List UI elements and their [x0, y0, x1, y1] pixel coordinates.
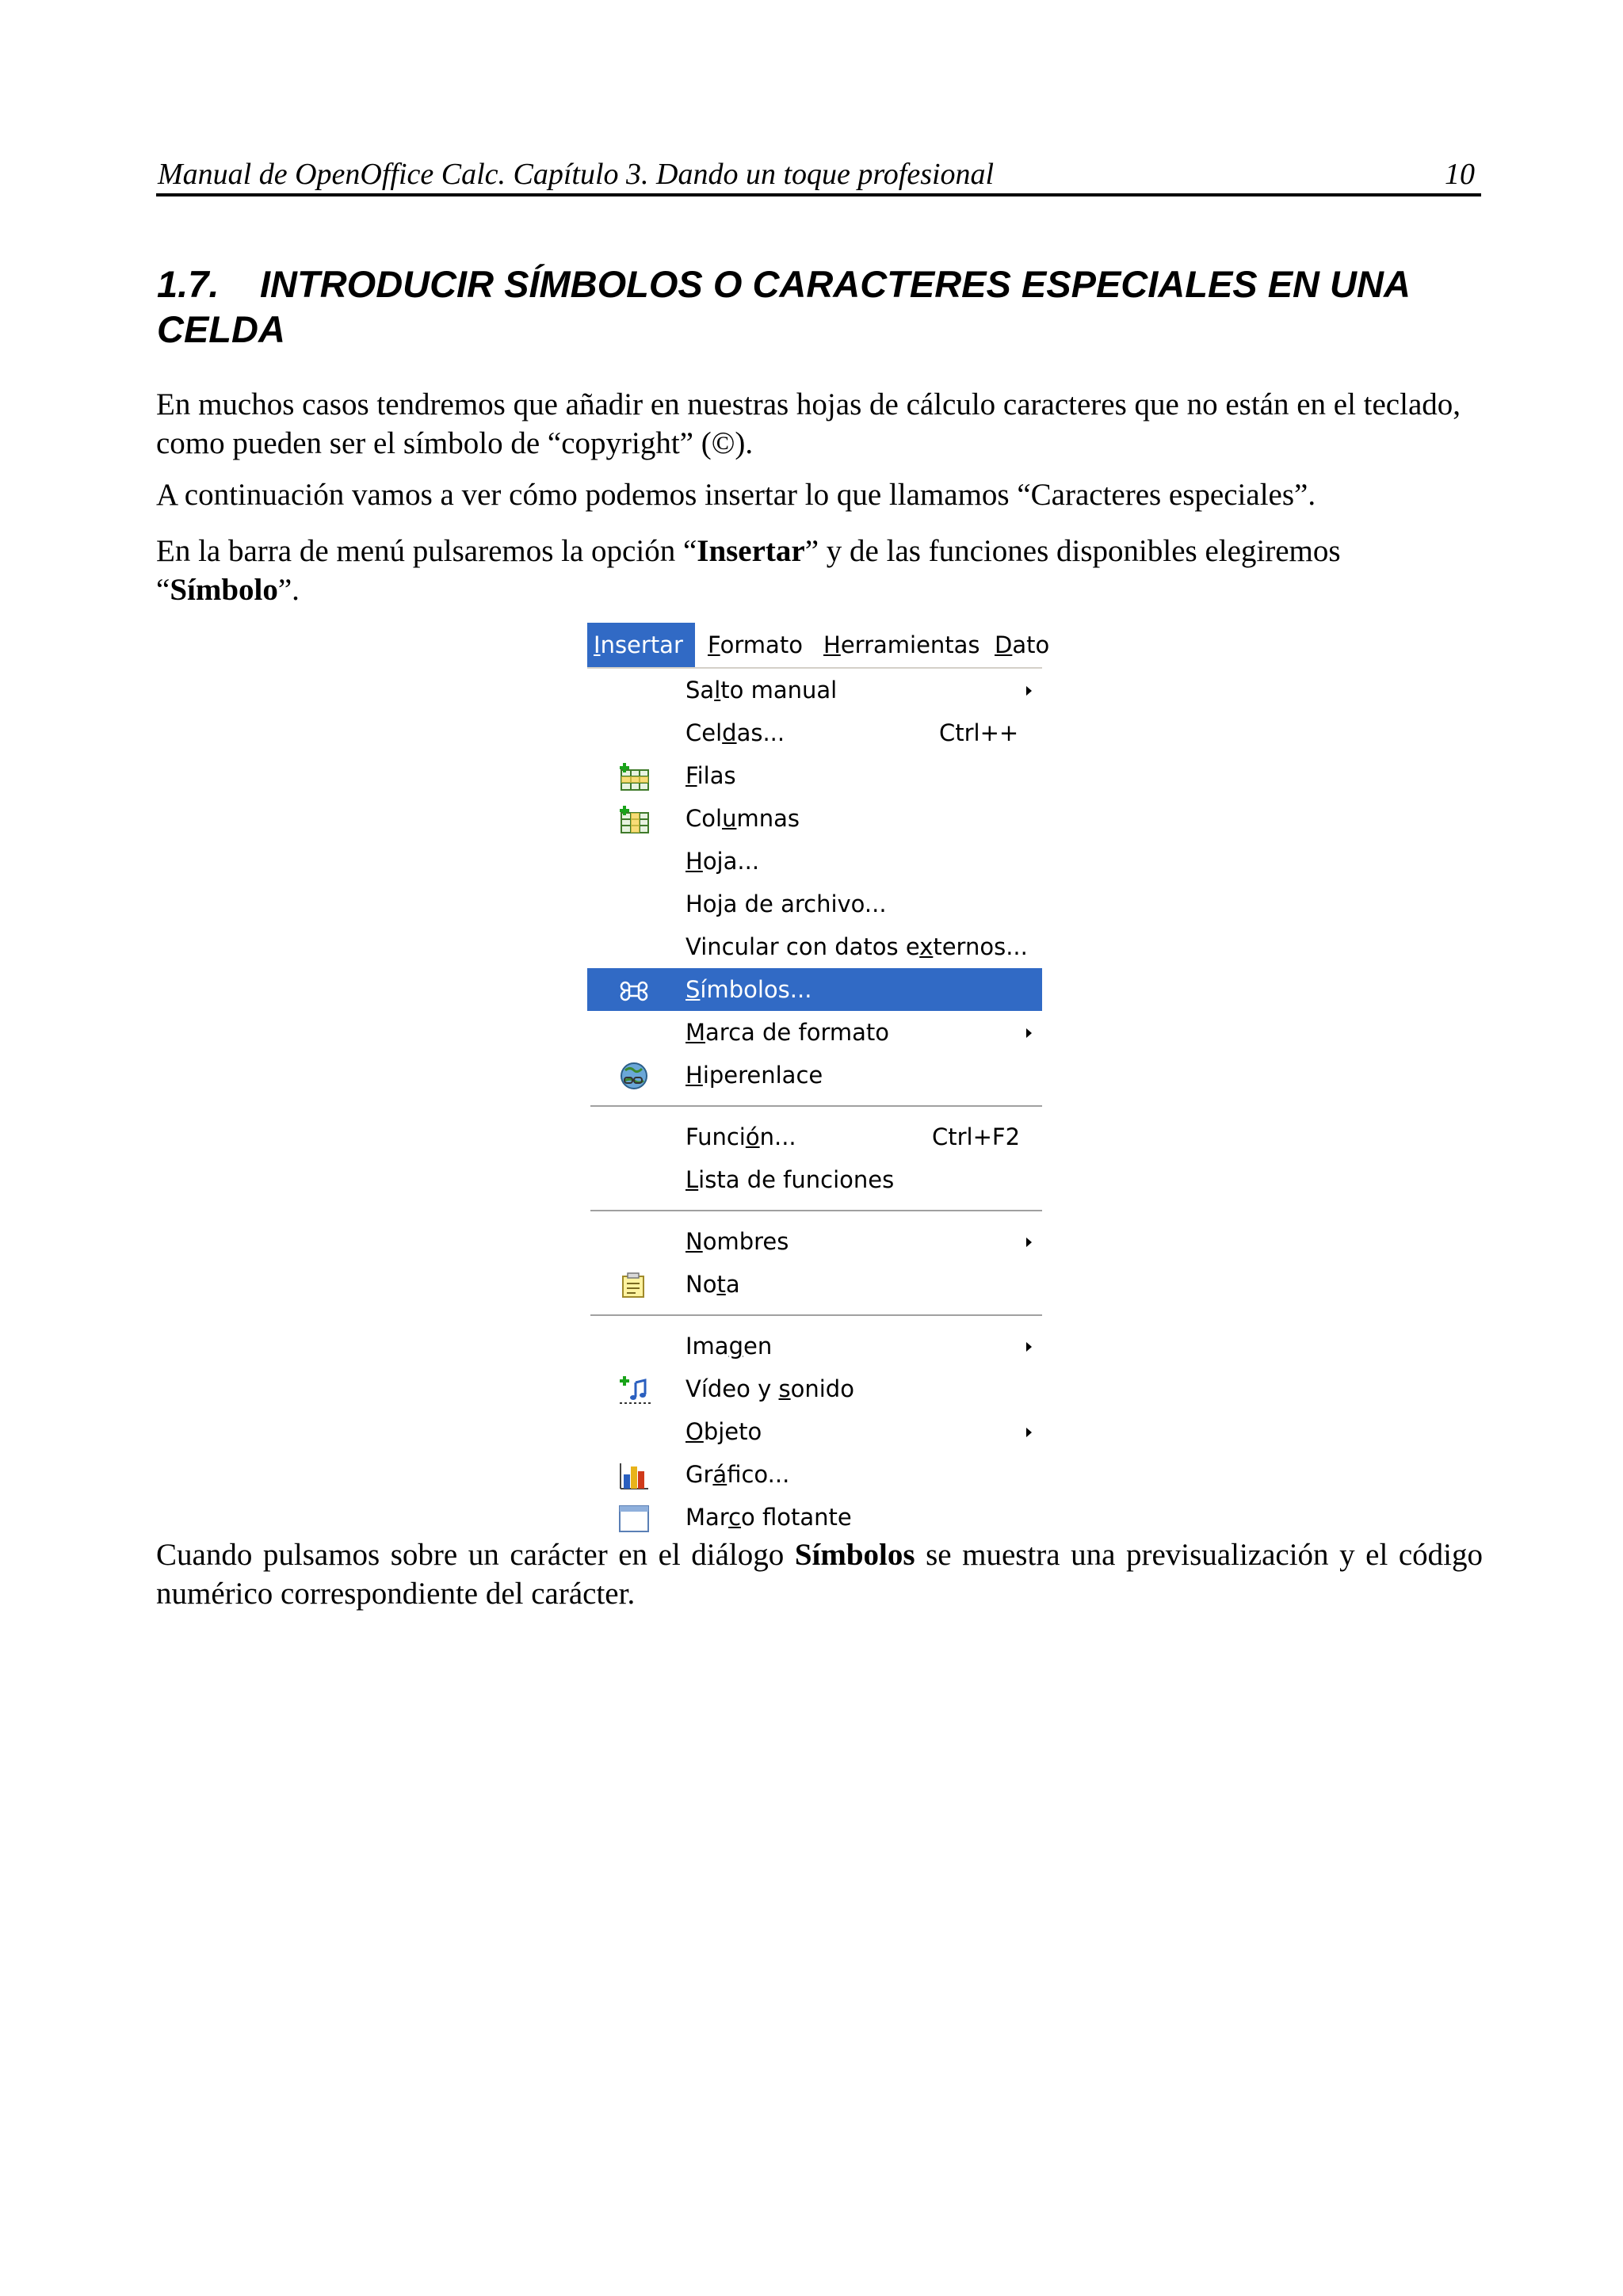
- mnemonic-pre: Sa: [685, 677, 715, 704]
- menu-item-label: [685, 669, 837, 711]
- menubar: [587, 623, 1050, 669]
- mnemonic-key: L: [685, 1166, 699, 1193]
- menu-item-label: [685, 1158, 894, 1201]
- mnemonic-post: ista de funciones: [698, 1166, 895, 1193]
- menu-item-label: [685, 1453, 789, 1496]
- menu-separator: [587, 1097, 1042, 1116]
- mnemonic-post: n...: [759, 1123, 796, 1150]
- mnemonic-pre: Gr: [685, 1461, 713, 1488]
- menu-item-label: [685, 1011, 889, 1054]
- menu-item-shortcut: Ctrl++: [939, 719, 1019, 746]
- section-title-line1: INTRODUCIR SÍMBOLOS O CARACTERES ESPECIALES EN UNA: [260, 263, 1411, 305]
- menu-item-label: [685, 968, 812, 1011]
- mnemonic-key: H: [823, 631, 841, 658]
- mnemonic-key: N: [685, 1228, 703, 1255]
- mnemonic-key: ó: [745, 1123, 760, 1150]
- mnemonic-post: o flotante: [741, 1504, 852, 1531]
- mnemonic-post: iperenlace: [702, 1062, 823, 1089]
- mnemonic-key: F: [685, 762, 697, 789]
- mnemonic-pre: Mar: [685, 1504, 729, 1531]
- text-run: Cuando pulsamos sobre un carácter en el diálogo: [156, 1538, 795, 1572]
- mnemonic-key: á: [712, 1461, 727, 1488]
- text-run: En la barra de menú pulsaremos la opción “: [156, 534, 697, 568]
- submenu-arrow-icon: [1026, 1238, 1032, 1247]
- menu-item-simbolos[interactable]: [587, 968, 1042, 1011]
- mnemonic-key: j: [716, 891, 724, 917]
- submenu-arrow-icon: [1026, 1028, 1032, 1038]
- menu-item-lista-de-funciones[interactable]: [587, 1158, 1042, 1201]
- menu-item-label: [685, 840, 759, 883]
- menu-item-marco-flotante[interactable]: [587, 1496, 1042, 1539]
- mnemonic-pre: Ho: [685, 891, 717, 917]
- mnemonic-post: ombres: [702, 1228, 789, 1255]
- menu-item-label: [685, 1410, 762, 1453]
- menu-item-nombres[interactable]: [587, 1220, 1042, 1263]
- mnemonic-pre: Funci: [685, 1123, 746, 1150]
- mnemonic-key: g: [728, 1333, 743, 1360]
- section-number: 1.7.: [157, 263, 220, 305]
- submenu-arrow-icon: [1026, 686, 1032, 696]
- mnemonic-key: I: [594, 631, 601, 658]
- menu-item-label: [685, 1367, 854, 1410]
- mnemonic-post: ato: [1012, 631, 1050, 658]
- mnemonic-key: l: [714, 677, 721, 704]
- menu-item-label: [685, 797, 800, 840]
- mnemonic-post: nsertar: [600, 631, 683, 658]
- insert-columns-icon: [618, 805, 647, 833]
- menu-item-label: [685, 1325, 772, 1367]
- menubar-herramientas[interactable]: [817, 623, 987, 667]
- menu-item-label: [685, 1263, 740, 1306]
- text-run: se muestra una previsualización y el código numérico correspondiente del carácter.: [156, 1538, 1483, 1611]
- hyperlink-globe-icon: [618, 1062, 647, 1090]
- mnemonic-post: arca de formato: [705, 1019, 889, 1046]
- mnemonic-post: a: [725, 1271, 740, 1298]
- menu-item-label: [685, 925, 1028, 968]
- mnemonic-key: H: [685, 848, 703, 875]
- menu-item-shortcut: Ctrl+F2: [932, 1123, 1021, 1150]
- menubar-insertar[interactable]: [587, 623, 695, 667]
- mnemonic-pre: Ima: [685, 1333, 729, 1360]
- menu-item-marca-de-formato[interactable]: [587, 1011, 1042, 1054]
- floating-frame-icon: [618, 1504, 647, 1532]
- menu-item-objeto[interactable]: [587, 1410, 1042, 1453]
- insert-menu-screenshot: [587, 623, 1050, 1531]
- mnemonic-key: s: [778, 1375, 791, 1402]
- mnemonic-post: a de archivo...: [723, 891, 887, 917]
- mnemonic-post: fico...: [727, 1461, 790, 1488]
- mnemonic-key: x: [919, 933, 934, 960]
- submenu-arrow-icon: [1026, 1342, 1032, 1352]
- menu-item-hoja-de-archivo[interactable]: [587, 883, 1042, 925]
- mnemonic-pre: No: [685, 1271, 717, 1298]
- mnemonic-post: bjeto: [703, 1418, 762, 1445]
- text-run: ”.: [277, 573, 300, 607]
- note-icon: [618, 1271, 647, 1299]
- paragraph-symbols-dialog: [156, 1535, 1483, 1613]
- mnemonic-key: H: [685, 1062, 703, 1089]
- menu-item-columnas[interactable]: [587, 797, 1042, 840]
- submenu-arrow-icon: [1026, 1428, 1032, 1437]
- mnemonic-key: M: [685, 1019, 706, 1046]
- mnemonic-post: to manual: [720, 677, 838, 704]
- mnemonic-post: erramientas: [840, 631, 980, 658]
- mnemonic-post: ímbolos...: [700, 976, 812, 1003]
- menu-item-video-y-sonido[interactable]: [587, 1367, 1042, 1410]
- mnemonic-key: D: [995, 631, 1013, 658]
- insert-menu-dropdown: [587, 669, 1042, 1539]
- bold-simbolo: Símbolo: [170, 573, 278, 607]
- menu-item-label: [685, 883, 887, 925]
- mnemonic-key: d: [722, 719, 737, 746]
- mnemonic-post: mnas: [736, 805, 800, 832]
- page-number: 10: [1445, 158, 1475, 191]
- mnemonic-pre: Vincular con datos e: [685, 933, 920, 960]
- menu-separator: [587, 1306, 1042, 1325]
- paragraph-intro: En muchos casos tendremos que añadir en nuestras hojas de cálculo caracteres que no están en el teclado, como pueden ser el símbolo de “copyright” (©).: [156, 387, 1461, 460]
- mnemonic-pre: Vídeo y: [685, 1375, 779, 1402]
- page-header: [156, 155, 1481, 196]
- mnemonic-key: c: [728, 1504, 742, 1531]
- menu-item-imagen[interactable]: [587, 1325, 1042, 1367]
- bold-simbolos: Símbolos: [794, 1538, 915, 1572]
- mnemonic-key: S: [685, 976, 701, 1003]
- menu-item-label: [685, 1496, 852, 1539]
- menu-item-label: [685, 1220, 789, 1263]
- insert-rows-icon: [618, 762, 647, 791]
- mnemonic-pre: Cel: [685, 719, 723, 746]
- mnemonic-key: O: [685, 1418, 704, 1445]
- section-heading: [157, 261, 1488, 352]
- menu-item-salto-manual[interactable]: [587, 669, 1042, 711]
- bold-insertar: Insertar: [697, 534, 805, 568]
- mnemonic-post: oja...: [702, 848, 760, 875]
- command-symbol-icon: [618, 976, 647, 1005]
- menu-item-funcion[interactable]: [587, 1116, 1042, 1158]
- menu-item-label: [685, 1116, 796, 1158]
- menu-item-celdas[interactable]: [587, 711, 1042, 754]
- mnemonic-key: F: [708, 631, 720, 658]
- menu-item-hiperenlace[interactable]: [587, 1054, 1042, 1097]
- mnemonic-post: ternos...: [933, 933, 1028, 960]
- section-title-line2: CELDA: [157, 308, 285, 350]
- mnemonic-post: onido: [790, 1375, 854, 1402]
- text-run: ” y de las funciones disponibles elegiremos “: [156, 534, 1341, 607]
- chart-icon: [618, 1461, 647, 1489]
- menubar-formato[interactable]: [701, 623, 809, 667]
- mnemonic-key: t: [716, 1271, 726, 1298]
- mnemonic-post: ilas: [697, 762, 736, 789]
- header-title: Manual de OpenOffice Calc. Capítulo 3. Dando un toque profesional: [158, 158, 995, 191]
- video-sound-icon: [618, 1375, 647, 1404]
- menu-item-nota[interactable]: [587, 1263, 1042, 1306]
- mnemonic-pre: Col: [685, 805, 723, 832]
- mnemonic-post: en: [743, 1333, 773, 1360]
- mnemonic-post: as...: [736, 719, 785, 746]
- menu-separator: [587, 1201, 1042, 1220]
- paragraph-continuation: A continuación vamos a ver cómo podemos insertar lo que llamamos “Caracteres especiales”.: [156, 478, 1316, 512]
- paragraph-menu-instruction: [156, 532, 1483, 609]
- menu-item-vincular-datos-externos[interactable]: [587, 925, 1042, 968]
- menu-item-label: [685, 1054, 823, 1097]
- menu-item-grafico[interactable]: [587, 1453, 1042, 1496]
- menu-item-hoja[interactable]: [587, 840, 1042, 883]
- menu-item-filas[interactable]: [587, 754, 1042, 797]
- mnemonic-key: u: [722, 805, 737, 832]
- menubar-datos[interactable]: [988, 623, 1056, 667]
- mnemonic-post: ormato: [720, 631, 803, 658]
- menu-item-label: [685, 754, 736, 797]
- menu-item-label: [685, 711, 785, 754]
